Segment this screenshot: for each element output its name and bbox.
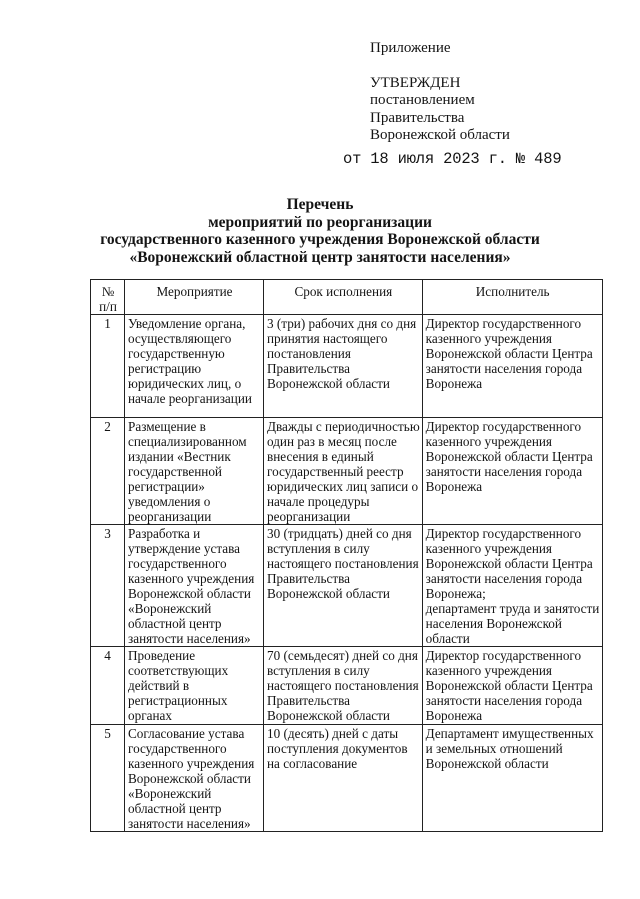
row-executor bbox=[422, 647, 602, 725]
approved-label: УТВЕРЖДЕН bbox=[370, 74, 461, 91]
activity-line: уведомления о bbox=[128, 494, 211, 509]
row-deadline bbox=[264, 647, 423, 725]
executor-line: Воронежской области Центра bbox=[425, 678, 593, 693]
executor-line: Директор государственного bbox=[425, 526, 582, 541]
table-row bbox=[91, 315, 603, 418]
row-number: 1 bbox=[91, 315, 125, 418]
deadline-line: Правительства bbox=[267, 361, 350, 376]
activity-line: государственную bbox=[128, 346, 225, 361]
deadline-line: поступления документов bbox=[267, 741, 408, 756]
activity-line: государственного bbox=[128, 741, 227, 756]
activity-line: казенного учреждения bbox=[128, 756, 255, 771]
table-row bbox=[91, 418, 603, 525]
deadline-line: начале процедуры bbox=[267, 494, 370, 509]
executor-line: Директор государственного bbox=[425, 419, 582, 434]
activity-line: начале реорганизации bbox=[128, 391, 252, 406]
row-number: 5 bbox=[91, 725, 125, 832]
measures-table bbox=[90, 279, 603, 832]
table-row bbox=[91, 525, 603, 647]
activity-line: юридических лиц, о bbox=[128, 376, 242, 391]
executor-line: и земельных отношений bbox=[425, 741, 563, 756]
executor-line: занятости населения города bbox=[425, 464, 583, 479]
executor-line: Воронежской области bbox=[425, 756, 549, 771]
row-executor bbox=[422, 525, 602, 647]
activity-line: областной центр bbox=[128, 801, 222, 816]
activity-line: «Воронежский bbox=[128, 786, 212, 801]
deadline-line: Правительства bbox=[267, 693, 350, 708]
title-line-2: мероприятий по реорганизации bbox=[208, 213, 432, 231]
deadline-line: один раз в месяц после bbox=[267, 434, 397, 449]
deadline-line: юридических лиц записи о bbox=[267, 479, 419, 494]
table-row bbox=[91, 725, 603, 832]
executor-line: казенного учреждения bbox=[425, 663, 553, 678]
row-number: 2 bbox=[91, 418, 125, 525]
row-deadline bbox=[264, 725, 423, 832]
activity-line: Согласование устава bbox=[128, 726, 245, 741]
deadline-line: Дважды с периодичностью bbox=[267, 419, 420, 434]
row-deadline bbox=[264, 418, 423, 525]
approval-line-1: постановлением bbox=[370, 92, 475, 108]
activity-line: Размещение в bbox=[128, 419, 206, 434]
executor-line: Директор государственного bbox=[425, 648, 582, 663]
appendix-label: Приложение bbox=[370, 40, 451, 56]
executor-line: Директор государственного bbox=[425, 316, 582, 331]
activity-line: областной центр bbox=[128, 616, 222, 631]
title-line-3: государственного казенного учреждения Воронежской области bbox=[100, 231, 540, 248]
activity-line: Проведение bbox=[128, 648, 196, 663]
deadline-line: 70 (семьдесят) дней со дня bbox=[267, 648, 418, 663]
activity-line: издании «Вестник bbox=[128, 449, 231, 464]
table-header-row bbox=[91, 280, 603, 315]
activity-line: соответствующих bbox=[128, 663, 229, 678]
executor-line: занятости населения города bbox=[425, 693, 583, 708]
deadline-line: вступления в силу bbox=[267, 541, 370, 556]
deadline-line: Воронежской области bbox=[267, 376, 390, 391]
activity-line: регистрационных bbox=[128, 693, 228, 708]
activity-line: Уведомление органа, bbox=[128, 316, 246, 331]
executor-line: казенного учреждения bbox=[425, 331, 553, 346]
row-deadline bbox=[264, 315, 423, 418]
executor-line: Воронежской области Центра bbox=[425, 449, 593, 464]
activity-line: действий в bbox=[128, 678, 190, 693]
title-line-4: «Воронежский областной центр занятости населения» bbox=[129, 248, 511, 266]
executor-line: департамент труда и занятости bbox=[425, 601, 600, 616]
deadline-line: государственный реестр bbox=[267, 464, 404, 479]
row-activity bbox=[125, 647, 264, 725]
activity-line: органах bbox=[128, 708, 172, 723]
approval-date-stamp: от 18 июля 2023 г. № 489 bbox=[343, 150, 562, 168]
deadline-line: на согласование bbox=[267, 756, 358, 771]
activity-line: Воронежской области bbox=[128, 771, 251, 786]
deadline-line: Правительства bbox=[267, 571, 350, 586]
deadline-line: 3 (три) рабочих дня со дня bbox=[267, 316, 417, 331]
executor-line: Воронежской области Центра bbox=[425, 346, 593, 361]
activity-line: государственной bbox=[128, 464, 222, 479]
row-activity bbox=[125, 525, 264, 647]
title-line-1: Перечень bbox=[286, 196, 354, 213]
executor-line: занятости населения города bbox=[425, 361, 583, 376]
header-deadline: Срок исполнения bbox=[264, 280, 423, 315]
header-activity: Мероприятие bbox=[125, 280, 264, 315]
activity-line: утверждение устава bbox=[128, 541, 241, 556]
executor-line: Воронежа bbox=[425, 376, 483, 391]
executor-line: Воронежа bbox=[425, 479, 483, 494]
row-deadline bbox=[264, 525, 423, 647]
measures-table-container bbox=[90, 279, 603, 832]
executor-line: Воронежской области Центра bbox=[425, 556, 593, 571]
approval-line-2: Правительства bbox=[370, 109, 465, 126]
header-number-line-1: № bbox=[101, 284, 115, 299]
deadline-line: реорганизации bbox=[267, 509, 351, 524]
header-number bbox=[91, 280, 125, 315]
document-title bbox=[0, 196, 640, 266]
activity-line: реорганизации bbox=[128, 509, 212, 524]
activity-line: осуществляющего bbox=[128, 331, 232, 346]
executor-line: казенного учреждения bbox=[425, 434, 553, 449]
executor-line: Департамент имущественных bbox=[425, 726, 594, 741]
row-executor bbox=[422, 315, 602, 418]
executor-line: Воронежа; bbox=[425, 586, 486, 601]
deadline-line: Воронежской области bbox=[267, 708, 390, 723]
activity-line: регистрации» bbox=[128, 479, 205, 494]
executor-line: населения Воронежской bbox=[425, 616, 562, 631]
executor-line: занятости населения города bbox=[425, 571, 583, 586]
row-number: 4 bbox=[91, 647, 125, 725]
deadline-line: внесения в единый bbox=[267, 449, 374, 464]
row-executor bbox=[422, 418, 602, 525]
table-row bbox=[91, 647, 603, 725]
deadline-line: 30 (тридцать) дней со дня bbox=[267, 526, 412, 541]
executor-line: казенного учреждения bbox=[425, 541, 553, 556]
activity-line: Воронежской области bbox=[128, 586, 251, 601]
row-activity bbox=[125, 418, 264, 525]
activity-line: занятости населения» bbox=[128, 631, 251, 646]
activity-line: регистрацию bbox=[128, 361, 202, 376]
deadline-line: принятия настоящего bbox=[267, 331, 388, 346]
activity-line: государственного bbox=[128, 556, 227, 571]
approval-line-3: Воронежской области bbox=[370, 127, 510, 143]
approval-block bbox=[370, 40, 510, 145]
deadline-line: 10 (десять) дней с даты bbox=[267, 726, 399, 741]
row-activity bbox=[125, 725, 264, 832]
activity-line: казенного учреждения bbox=[128, 571, 255, 586]
deadline-line: Воронежской области bbox=[267, 586, 390, 601]
table-body bbox=[91, 315, 603, 832]
activity-line: «Воронежский bbox=[128, 601, 212, 616]
row-number: 3 bbox=[91, 525, 125, 647]
deadline-line: вступления в силу bbox=[267, 663, 370, 678]
activity-line: специализированном bbox=[128, 434, 247, 449]
deadline-line: настоящего постановления bbox=[267, 556, 419, 571]
activity-line: занятости населения» bbox=[128, 816, 251, 831]
activity-line: Разработка и bbox=[128, 526, 201, 541]
row-executor bbox=[422, 725, 602, 832]
header-executor: Исполнитель bbox=[422, 280, 602, 315]
deadline-line: постановления bbox=[267, 346, 351, 361]
header-number-line-2: п/п bbox=[99, 299, 117, 314]
row-activity bbox=[125, 315, 264, 418]
executor-line: области bbox=[425, 631, 470, 646]
executor-line: Воронежа bbox=[425, 708, 483, 723]
deadline-line: настоящего постановления bbox=[267, 678, 419, 693]
